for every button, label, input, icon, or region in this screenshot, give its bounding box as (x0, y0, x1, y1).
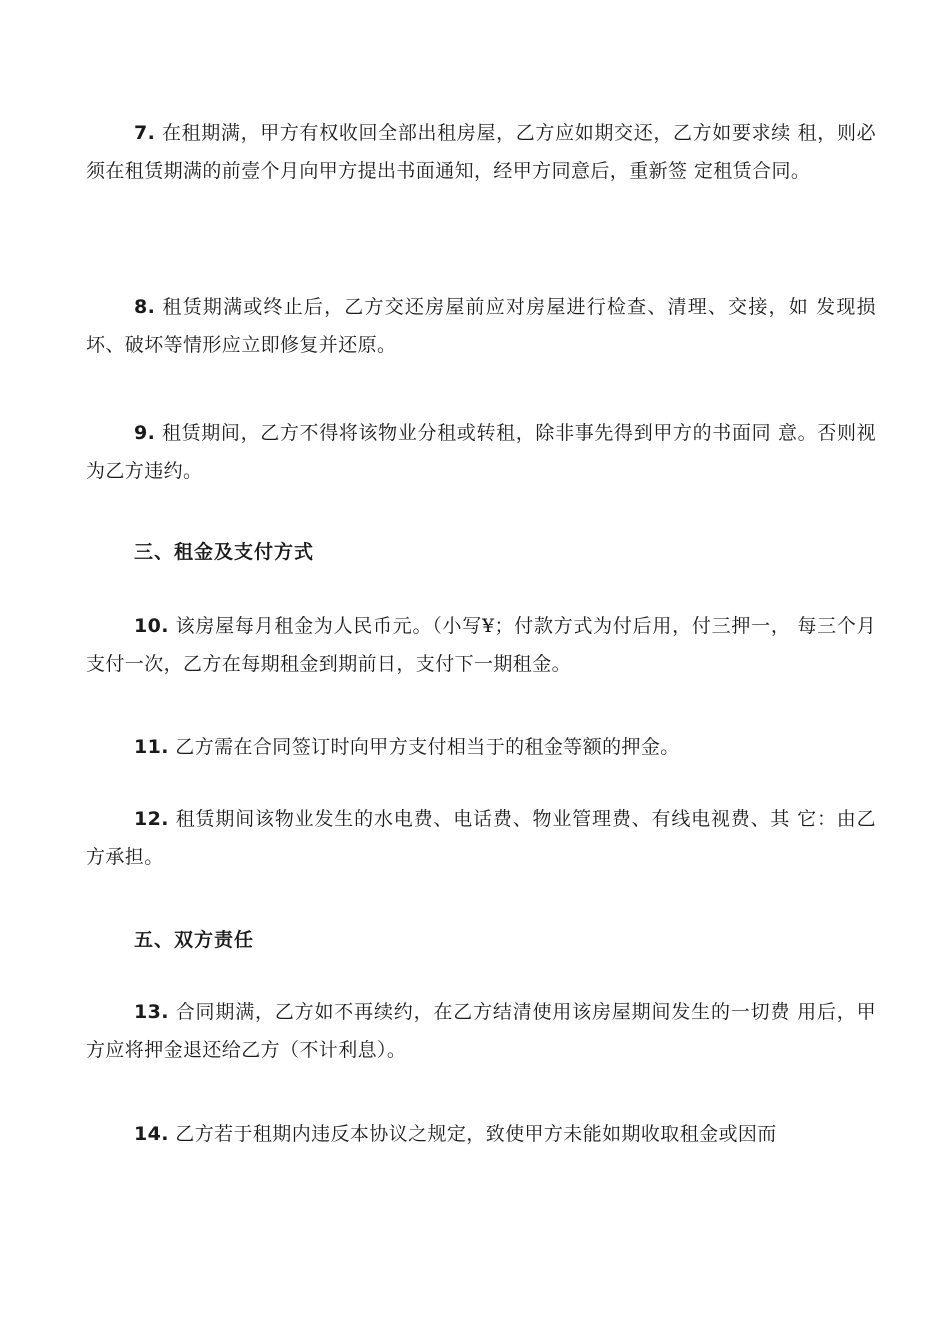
clause-13 (86, 993, 876, 1069)
clause-14 (86, 1115, 876, 1153)
clause-text: 租赁期间，乙方不得将该物业分租或转租，除非事先得到甲方的书面同 意。否则视为乙方违约。 (86, 422, 876, 482)
clause-number: 12. (134, 808, 169, 830)
clause-12 (86, 800, 876, 876)
clause-8 (86, 288, 876, 364)
clause-7 (86, 114, 876, 190)
clause-number: 9. (134, 422, 156, 444)
clause-number: 11. (134, 736, 169, 758)
clause-text: 合同期满，乙方如不再续约，在乙方结清使用该房屋期间发生的一切费 用后，甲方应将押金退还给乙方（不计利息）。 (86, 1001, 876, 1061)
clause-9 (86, 414, 876, 490)
clause-number: 10. (134, 615, 169, 637)
clause-10 (86, 607, 876, 683)
clause-text: 该房屋每月租金为人民币元。（小写¥；付款方式为付后用，付三押一， 每三个月支付一次，乙方在每期租金到期前日，支付下一期租金。 (86, 615, 876, 675)
clause-text: 租赁期满或终止后，乙方交还房屋前应对房屋进行检查、清理、交接，如 发现损坏、破坏等情形应立即修复并还原。 (86, 296, 876, 356)
section-heading-rent-payment: 三、租金及支付方式 (134, 541, 315, 563)
clause-number: 13. (134, 1001, 169, 1023)
clause-11 (86, 728, 876, 766)
section-heading-responsibilities: 五、双方责任 (134, 929, 255, 951)
clause-number: 14. (134, 1123, 169, 1145)
clause-number: 7. (134, 122, 156, 144)
clause-text: 乙方需在合同签订时向甲方支付相当于的租金等额的押金。 (168, 736, 680, 758)
clause-number: 8. (134, 296, 156, 318)
clause-text: 在租期满，甲方有权收回全部出租房屋，乙方应如期交还，乙方如要求续 租，则必须在租赁期满的前壹个月向甲方提出书面通知，经甲方同意后，重新签 定租赁合同。 (86, 122, 876, 182)
clause-text: 乙方若于租期内违反本协议之规定，致使甲方未能如期收取租金或因而 (168, 1123, 777, 1145)
clause-text: 租赁期间该物业发生的水电费、电话费、物业管理费、有线电视费、其 它：由乙方承担。 (86, 808, 876, 868)
